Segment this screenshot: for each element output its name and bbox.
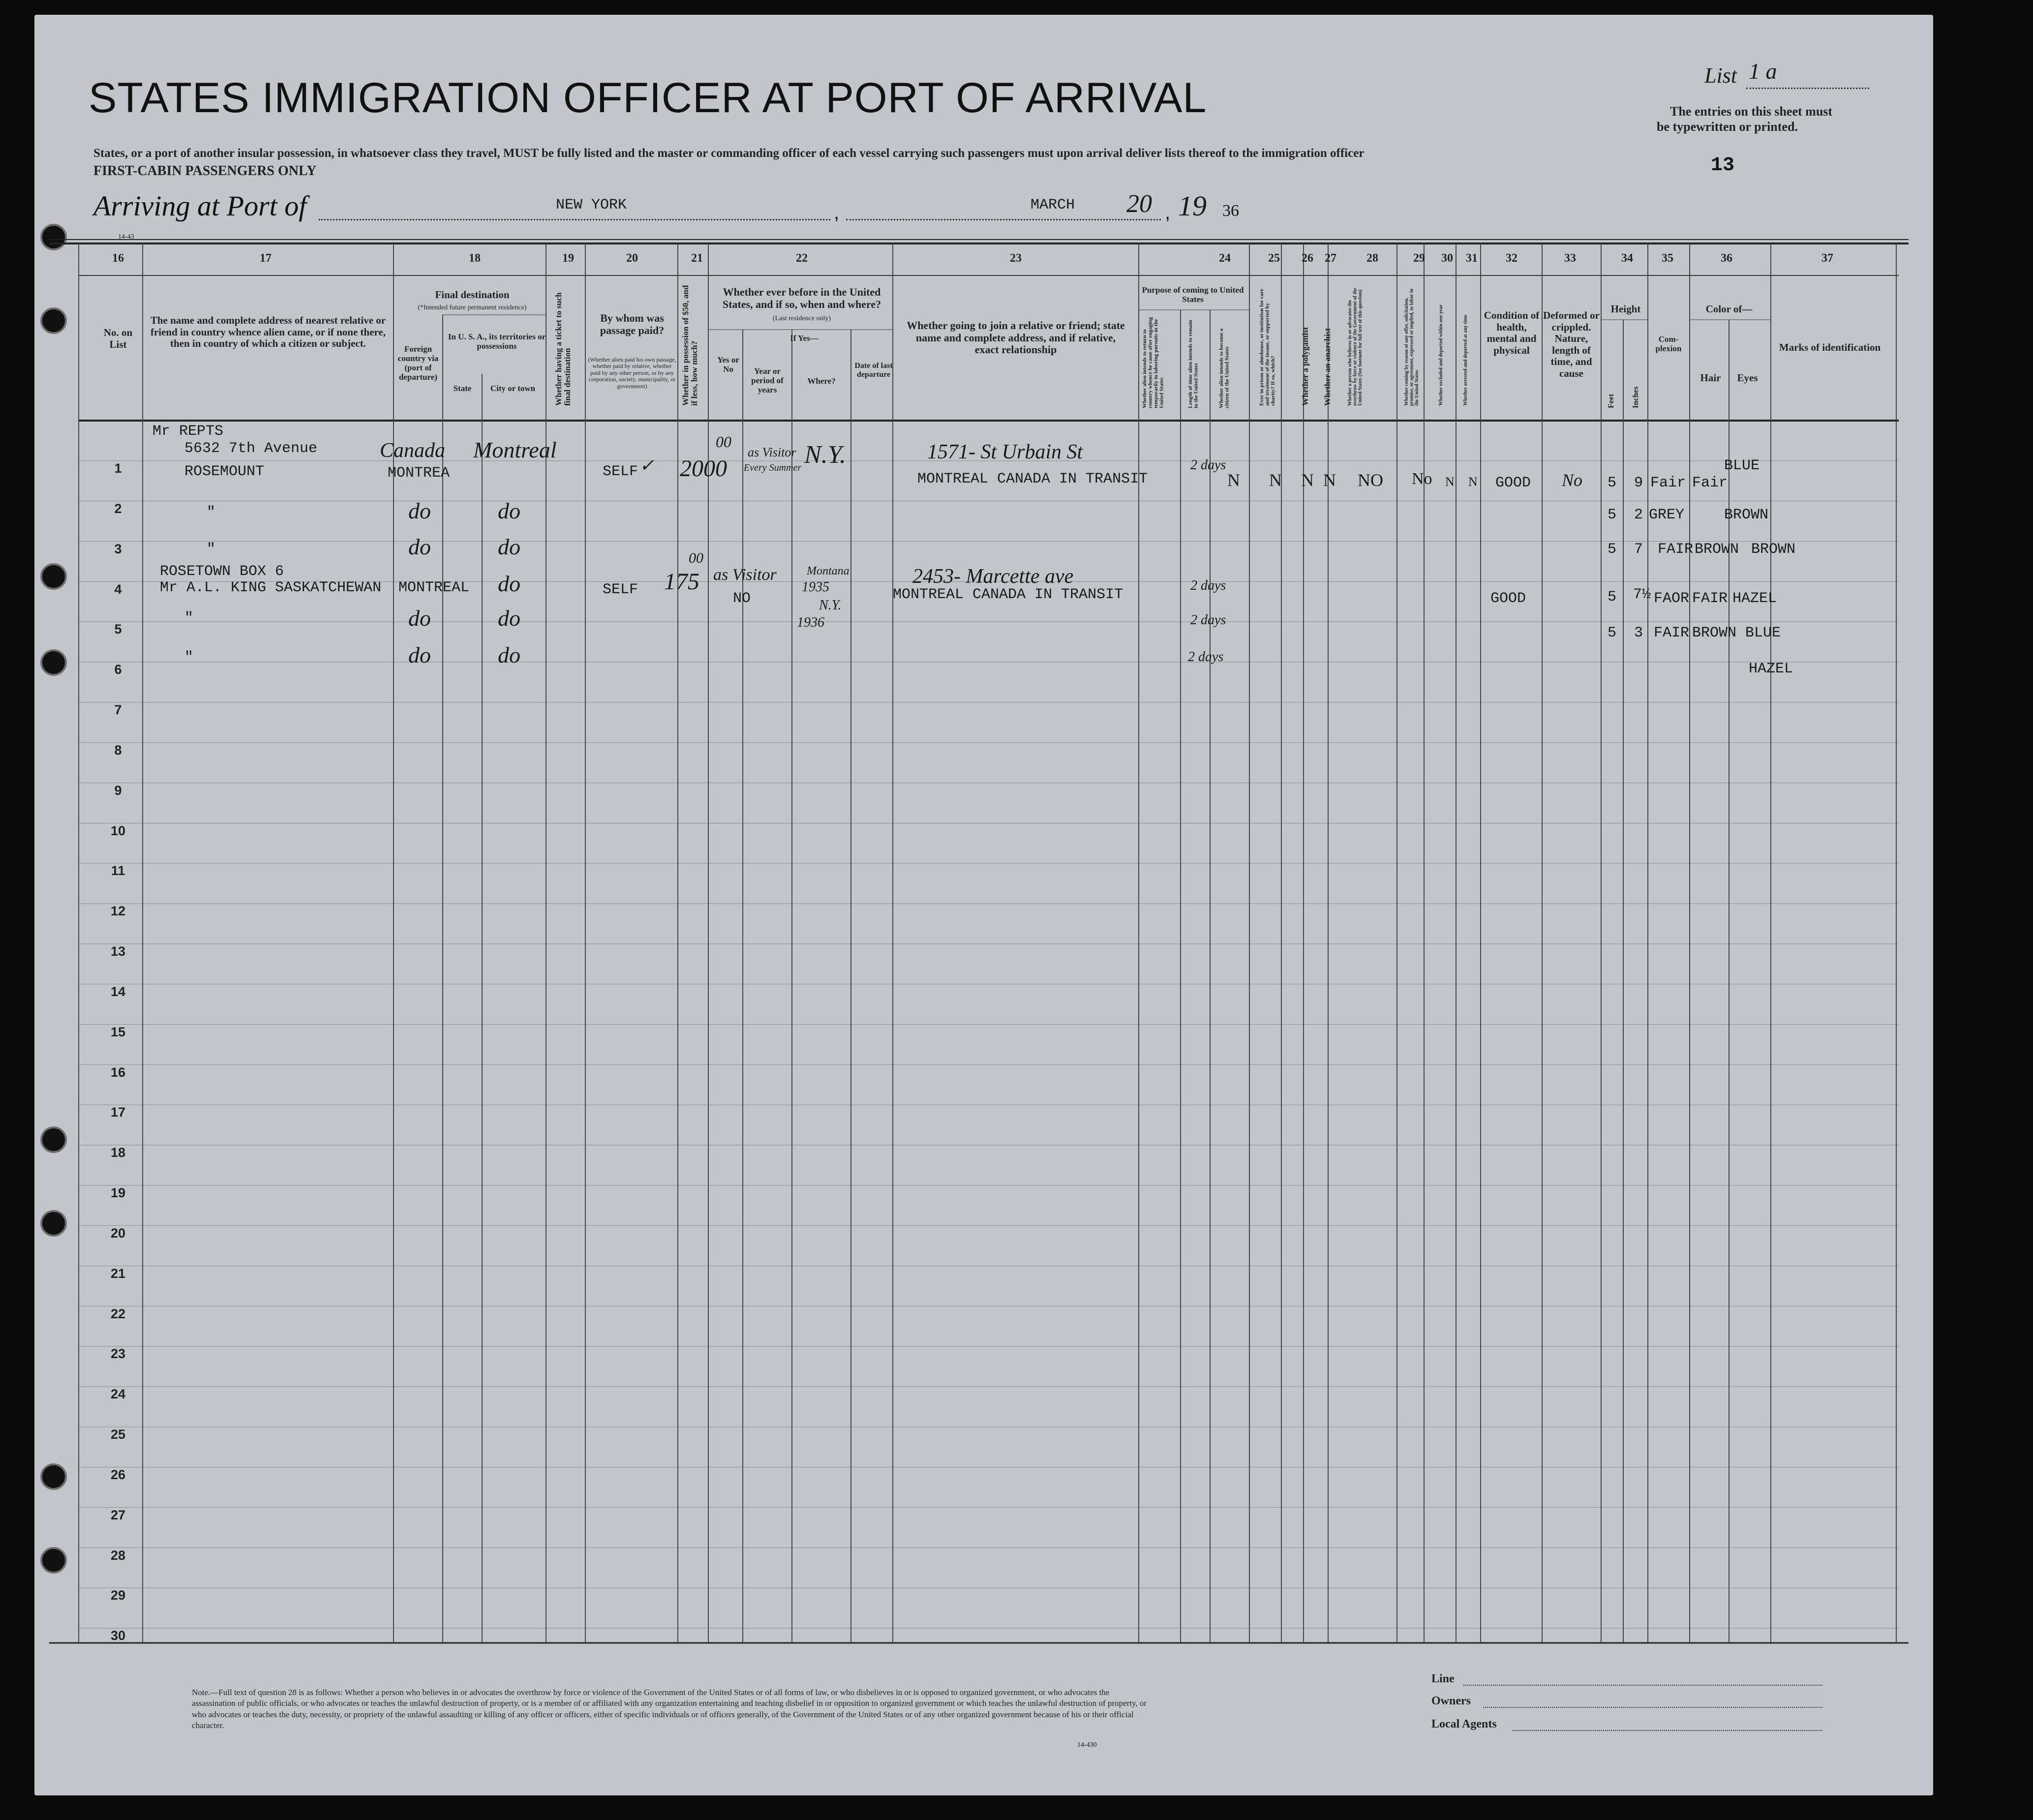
column-number: 29 (1413, 252, 1425, 265)
entry-join-handwritten: 1571- St Urbain St (927, 441, 1083, 463)
entry-feet: 5 (1608, 475, 1617, 491)
entry-city-hand: Montreal (473, 437, 557, 462)
entry-where: N.Y. (804, 441, 846, 469)
entry-join-typed: MONTREAL CANADA IN TRANSIT (893, 586, 1123, 603)
page-title: STATES IMMIGRATION OFFICER AT PORT OF ARRIVAL (89, 74, 1207, 121)
header-relative-abroad: The name and complete address of nearest relative or friend in country whence alien came, or if none there, then in country of which a citizen or subject. (150, 314, 386, 350)
header-if-yes: If Yes— (790, 334, 819, 343)
row-number: 20 (110, 1225, 126, 1241)
ditto-mark: " (184, 649, 194, 666)
entry-complexion: FAOR (1654, 590, 1690, 607)
column-number: 16 (112, 252, 124, 265)
entry-eyes: BROWN (1751, 541, 1796, 558)
column-number: 18 (469, 252, 481, 265)
row-number: 12 (110, 904, 126, 919)
header-color-of: Color of— (1705, 303, 1753, 315)
entry-join-handwritten: 2453- Marcette ave (912, 565, 1074, 588)
column-number: 21 (691, 252, 703, 265)
header-inches: Inches (1632, 386, 1640, 408)
ditto-do: do (498, 498, 520, 523)
line-label: Line (1431, 1672, 1455, 1685)
entry-eyes: HAZEL (1749, 661, 1793, 677)
row-number: 24 (110, 1387, 126, 1402)
list-value: 1 a (1749, 59, 1777, 84)
header-final-destination: Final destination (435, 289, 510, 301)
entry-inches: 7½ (1633, 586, 1651, 603)
header-q29: Whether coming by reason of any offer, solicitation, promise, or agreement, expressed or implied, to labor in the United States (1404, 288, 1420, 406)
row-number: 28 (110, 1547, 126, 1563)
ditto-do: do (498, 534, 520, 559)
row-number: 25 (110, 1427, 126, 1442)
header-complexion: Com- plexion (1655, 334, 1682, 354)
header-health: Condition of health, mental and physical (1484, 309, 1540, 356)
column-number: 32 (1506, 252, 1517, 265)
row-number: 23 (110, 1346, 126, 1362)
header-date-departure: Date of last departure (854, 362, 893, 379)
ditto-do: do (408, 498, 431, 523)
header-where: Where? (807, 376, 836, 386)
entry-visit-period: Every Summer (744, 462, 802, 473)
entry-money-cents: 00 (716, 433, 731, 451)
entry-inches: 7 (1634, 541, 1643, 558)
entry-year: 1935 (802, 579, 829, 595)
entry-complexion: FAIR (1654, 625, 1690, 641)
row-number: 15 (110, 1024, 126, 1039)
header-purpose-c: Whether alien intends to become a citizen of the United States (1218, 328, 1230, 408)
header-no-on-list: No. on List (103, 327, 133, 350)
row-number: 10 (110, 823, 126, 838)
arriving-label: Arriving at Port of (93, 190, 307, 222)
row-number: 5 (114, 622, 122, 637)
column-number: 25 (1268, 252, 1280, 265)
header-purpose: Purpose of coming to United States (1142, 285, 1244, 304)
column-number: 36 (1721, 252, 1732, 265)
header-marks: Marks of identification (1779, 341, 1881, 353)
entry-passage-paid: SELF (603, 581, 638, 598)
column-number: 34 (1621, 252, 1633, 265)
row-number: 11 (111, 863, 125, 879)
footnote: Note.—Full text of question 28 is as follows: Whether a person who believes in or advocates the overthrow by force or violence of the Government of the United States or of all forms of law, or who disbelieves in or is opposed to organized government, or who advocates the assassination of public officials, or who advocates or teaches the unlawful destruction of property, or is a member of or affiliated with any organization entertaining and teaching disbelief in or opposition to organized government or which teaches the unlawful destruction of property, or who advocates or teaches the duty, necessity, or propriety of the unlawful assaulting or killing of any officer or officers, either of specific individuals or of officers generally, of the Government of the United States or of any other organized government because of his or their official character. (192, 1688, 1147, 1730)
header-q31: Whether arrested and deported at any time (1463, 314, 1468, 406)
header-q30: Whether excluded and deported within one year (1438, 304, 1444, 406)
ditto-do: do (408, 642, 431, 667)
entries-note: The entries on this sheet must (1670, 104, 1833, 119)
header-deformed: Deformed or crippled. Nature, length of time, and cause (1543, 309, 1600, 379)
header-foreign-country: Foreign country via (port of departure) (397, 344, 439, 382)
entry-q30: N (1445, 475, 1455, 489)
entry-visit: as Visitor (748, 445, 796, 459)
column-number: 35 (1662, 252, 1673, 265)
header-anarchist: Whether an anarchist (1323, 328, 1332, 406)
owners-field (1483, 1707, 1822, 1708)
header-passage-paid-sub: (Whether alien paid his own passage, whether paid by relative, whether paid by any other person, or by any corporation, society, municipality, or government) (588, 356, 676, 390)
header-passage-paid: By whom was passage paid? (600, 312, 665, 336)
entry-eyes: HAZEL (1732, 590, 1777, 607)
row-number: 1 (114, 461, 122, 476)
entry-passage-paid: SELF (603, 463, 638, 480)
list-label: List (1704, 63, 1737, 88)
column-number: 30 (1441, 252, 1453, 265)
column-number: 24 (1219, 252, 1231, 265)
entry-hair: BROWN (1724, 507, 1769, 523)
entry-where: N.Y. (819, 598, 842, 613)
header-ever-before: Whether ever before in the United States, and if so, when and where? (722, 286, 881, 310)
row-number: 7 (114, 702, 122, 717)
entry-feet: 5 (1608, 507, 1617, 523)
column-number: 37 (1821, 252, 1833, 265)
header-ever-before-sub: (Last residence only) (772, 315, 831, 322)
entry-feet: 5 (1608, 625, 1617, 641)
entries-note: be typewritten or printed. (1657, 120, 1798, 134)
ditto-mark: " (207, 541, 216, 558)
row-number: 8 (114, 742, 122, 758)
month-value: MARCH (1031, 197, 1075, 213)
entry-citizen: N (1227, 470, 1240, 490)
entry-relative-city: ROSEMOUNT (184, 463, 265, 480)
entry-q31: N (1468, 475, 1478, 489)
entry-relative-address: ROSETOWN BOX 6 (160, 563, 284, 580)
row-number: 18 (110, 1145, 126, 1160)
entry-deformed: No (1562, 470, 1583, 490)
header-eyes: Eyes (1737, 372, 1758, 384)
header-final-destination-sub: (*Intended future permanent residence) (418, 304, 527, 311)
ditto-mark: " (184, 610, 194, 627)
entry-join-typed: MONTREAL CANADA IN TRANSIT (917, 471, 1148, 487)
row-number: 9 (114, 783, 122, 798)
local-agents-field (1513, 1730, 1822, 1731)
port-value: NEW YORK (556, 197, 627, 213)
ditto-do: do (498, 642, 520, 667)
entry-hair: Fair (1692, 475, 1728, 491)
entry-length-of-stay: 2 days (1190, 612, 1226, 628)
row-number: 19 (110, 1185, 126, 1200)
entry-length-of-stay: 2 days (1190, 578, 1226, 593)
line-field (1463, 1685, 1822, 1686)
header-purpose-a: Whether alien intends to return to country whence he came after engaging temporarily in laboring pursuits in the United States (1142, 317, 1165, 408)
entry-money: 175 (664, 569, 699, 595)
year-prefix: 19 (1178, 190, 1207, 222)
entry-eyes: BLUE (1745, 625, 1781, 641)
entry-where: Montana (807, 565, 850, 577)
sheet-number: 13 (1711, 154, 1735, 177)
entry-hair: BROWN (1695, 541, 1739, 558)
row-number: 17 (110, 1105, 126, 1120)
local-agents-label: Local Agents (1431, 1718, 1497, 1730)
header-ticket: Whether having a ticket to such final destination (554, 292, 572, 406)
header-polygamist: Whether a polygamist (1301, 327, 1310, 406)
entry-polygamist: N (1301, 470, 1314, 490)
entry-inches: 3 (1634, 625, 1643, 641)
entry-hair: BROWN (1692, 625, 1737, 641)
entry-eyes: BLUE (1724, 457, 1760, 474)
row-number: 22 (110, 1306, 126, 1321)
entry-relative-name: Mr A.L. KING SASKATCHEWAN (160, 579, 382, 596)
entry-complexion: FAIR (1658, 541, 1694, 558)
class-line: FIRST-CABIN PASSENGERS ONLY (93, 163, 317, 179)
column-number: 27 (1325, 252, 1336, 265)
ditto-do: do (408, 534, 431, 559)
header-hair: Hair (1700, 372, 1721, 384)
row-number: 27 (110, 1507, 126, 1522)
entry-money-cents: 00 (689, 550, 703, 566)
entry-complexion: GREY (1649, 507, 1685, 523)
column-number: 20 (626, 252, 638, 265)
column-number: 22 (796, 252, 808, 265)
ditto-do: do (498, 606, 520, 631)
day-value: 20 (1126, 190, 1152, 218)
header-height: Height (1610, 303, 1641, 315)
comma: , (1165, 202, 1171, 223)
entry-length-of-stay: 2 days (1190, 457, 1226, 473)
row-number: 4 (114, 581, 122, 597)
column-number: 33 (1564, 252, 1576, 265)
owners-label: Owners (1431, 1695, 1471, 1707)
row-number: 3 (114, 541, 122, 556)
header-possession-50: Whether in possession of $50, and if less, how much? (681, 285, 699, 406)
header-purpose-b: Length of time alien intends to remain in the United States (1187, 320, 1199, 408)
entry-health: GOOD (1490, 590, 1526, 607)
header-joining: Whether going to join a relative or friend; state name and complete address, and if relative, exact relationship (907, 319, 1125, 356)
row-number: 26 (110, 1467, 126, 1482)
instruction-line: States, or a port of another insular possession, in whatsoever class they travel, MUST be fully listed and the master or commanding officer of each vessel carrying such passengers must upon arrival deliver lists thereof to the immigration officer (93, 147, 1365, 160)
entry-health: GOOD (1495, 475, 1531, 491)
entry-foreign-country-hand: Canada (380, 439, 446, 462)
header-q28: Whether a person who believes in or advocates the overthrow by force or violence of the Government of the United States (See footnote for full text of this question) (1347, 288, 1363, 406)
row-number: 14 (110, 984, 126, 999)
entry-relative-address: 5632 7th Avenue (184, 440, 318, 457)
entry-foreign-country-typed: MONTREAL (398, 579, 470, 596)
row-number: 30 (110, 1628, 126, 1643)
column-number: 19 (562, 252, 574, 265)
entry-feet: 5 (1608, 541, 1617, 558)
row-number: 13 (110, 944, 126, 959)
column-number: 31 (1466, 252, 1478, 265)
header-prison: Ever in prison or almshouse, or institution for care and treatment of the insane, or supported by charity? If so, which? (1259, 289, 1276, 406)
ditto-do: do (408, 606, 431, 631)
entry-inches: 2 (1634, 507, 1643, 523)
form-corner: 14-43 (118, 233, 134, 241)
check-mark: ✓ (639, 455, 655, 475)
entry-length-of-stay: 2 days (1188, 649, 1224, 665)
entry-q29: No (1412, 470, 1432, 488)
row-number: 21 (110, 1266, 126, 1281)
entry-money: 2000 (680, 455, 727, 482)
entry-relative-name: Mr REPTS (152, 423, 224, 440)
header-year-period: Year or period of years (751, 366, 784, 395)
row-number: 29 (110, 1588, 126, 1603)
entry-q28: NO (1358, 470, 1383, 490)
entry-yes-no: NO (733, 590, 751, 607)
header-city: City or town (490, 384, 536, 393)
column-number: 23 (1010, 252, 1022, 265)
comma: , (834, 202, 840, 223)
header-in-usa: In U. S. A., its territories or possessions (448, 332, 546, 351)
entry-anarchist: N (1323, 470, 1336, 490)
row-number: 6 (114, 662, 122, 677)
header-feet: Feet (1607, 394, 1615, 408)
row-number: 2 (114, 501, 122, 516)
ditto-do: do (498, 571, 520, 596)
entry-year: 1936 (797, 615, 824, 630)
entry-foreign-country-typed: MONTREA (388, 465, 450, 482)
row-number: 16 (110, 1064, 126, 1080)
column-number: 26 (1302, 252, 1313, 265)
header-yes-no: Yes or No (717, 355, 739, 374)
entry-inches: 9 (1634, 475, 1643, 491)
column-number: 28 (1366, 252, 1378, 265)
entry-hair: FAIR (1692, 590, 1728, 607)
form-number: 14-430 (1077, 1741, 1097, 1749)
entry-prison: N (1269, 470, 1282, 490)
ditto-mark: " (207, 504, 216, 521)
entry-visit: as Visitor (713, 566, 777, 584)
column-number: 17 (260, 252, 272, 265)
header-state: State (453, 384, 472, 393)
year-suffix: 36 (1222, 202, 1239, 220)
entry-complexion: Fair (1650, 475, 1686, 491)
entry-feet: 5 (1608, 589, 1617, 606)
